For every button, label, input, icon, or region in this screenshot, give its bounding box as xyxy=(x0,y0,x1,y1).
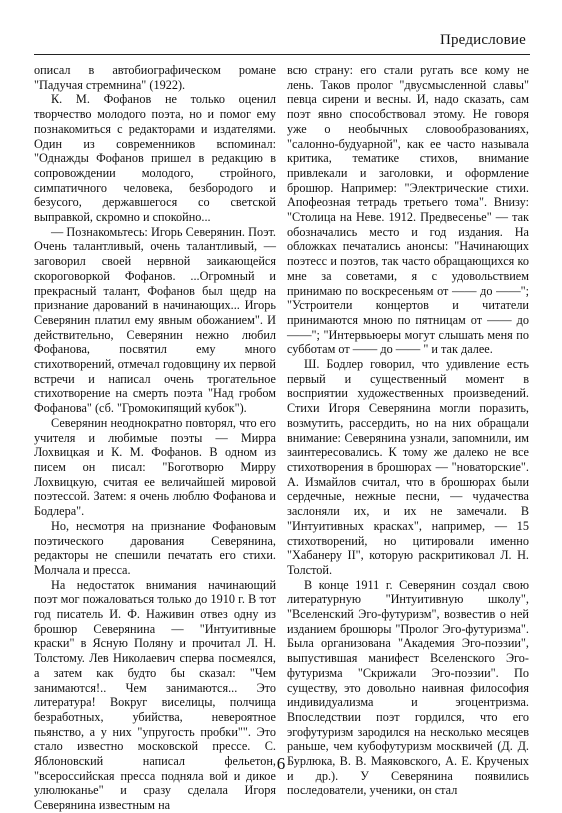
paragraph: К. М. Фофанов не только оценил творчество молодого поэта, но и помог ему познакомиться с редакторами и издателями. Один из современников вспоминал: "Однажды Фофанов пришел в редакцию в сопровождении молодого, стройного, симпатичного человека, безбородого и безусого, державшегося со светской выправкой, скромно и спокойно... xyxy=(34,92,276,225)
running-header-title: Предисловие xyxy=(439,32,526,48)
paragraph: На недостаток внимания начинающий поэт мог пожаловаться только до 1910 г. В тот год писатель И. Ф. Наживин отвез одну из брошюр Северянина — "Интуитивные краски" в Ясную Поляну и прочитал Л. Н. Толстому. Лев Николаевич сперва посмеялся, а затем как будто бы сказал: "Чем занимаются!.. Чем занимаются... Это литература! Вокруг виселицы, полчища безработных, убийства, невероятное пьянство, а у них "упругость пробки"". Это стало известно московской прессе. С. Яблоновский написал фельетон, "всероссийская пресса подняла вой и дикое улюлюканье" и сразу сделала Игоря Северянина известным на xyxy=(34,577,276,813)
page-number: 6 xyxy=(276,754,286,773)
paragraph: всю страну: его стали ругать все кому не лень. Таков пролог "двусмысленной славы" певца сирени и весны. И, надо сказать, сам поэт явно способствовал этому. Не говоря уже о необычных словообразованиях, "салонно-будуарной", как ее часто называла критика, тематике стихов, внимание привлекали и заголовки, и оформление брошюр. Например: "Электрические стихи. Апофеозная тетрадь третьего тома". Внизу: "Столица на Неве. 1912. Предвесенье" — так обозначались место и год издания. На обложках печатались анонсы: "Начинающих поэтесс и поэтов, так часто обращающихся ко мне за советами, я с удовольствием принимаю по воскресеньям от —— до ——"; "Устроители концертов и читатели принимаются мною по пятницам от —— до ——"; "Интервьюеры могут слышать меня по субботам от —— до —— " и так далее. xyxy=(287,63,529,357)
running-header xyxy=(34,30,530,55)
paragraph: Но, несмотря на признание Фофановым поэтического дарования Северянина, редакторы не спешили печатать его стихи. Молчала и пресса. xyxy=(34,518,276,577)
paragraph: — Познакомьтесь: Игорь Северянин. Поэт. Очень талантливый, очень талантливый, — заговорил своей нервной заикающейся скороговоркой Фофанов. ...Огромный и прекрасный талант, Фофанов был щедр на признание дарований в начинающих... Игорь Северянин платил ему явным обожанием". И действительно, Северянин нежно любил Фофанова, посвятил ему много стихотворений, отмечал годовщину их первой встречи и написал очень трогательное стихотворение на смерть поэта "Над гробом Фофанова" (сб. "Громокипящий кубок"). xyxy=(34,224,276,416)
left-column xyxy=(34,63,276,813)
right-column xyxy=(287,63,529,798)
paragraph: Северянин неоднократно повторял, что его учителя и любимые поэты — Мирра Лохвицкая и К. М. Фофанов. В одном из писем он писал: "Боготворю Мирру Лохвицкую, считая ее величайшей мировой поэтессой. Затем: я очень люблю Фофанова и Бодлера". xyxy=(34,415,276,519)
paragraph: описал в автобиографическом романе "Падучая стремнина" (1922). xyxy=(34,63,276,92)
paragraph: Ш. Бодлер говорил, что удивление есть первый и существенный момент в восприятии художественных произведений. Стихи Игоря Северянина могли поразить, возмутить, рассердить, но на них обращали внимание: Северянина узнали, запомнили, им заинтересовались. К тому же далеко не все стихотворения в брошюрах — "новаторские". А. Измайлов считал, что в брошюрах были сердечные, нежные песни, — чудачества заслоняли их, и их не замечали. В "Интуитивных красках", например, — 15 стихотворений, но цитировали именно "Хабанеру II", которую раскритиковал Л. Н. Толстой. xyxy=(287,357,529,577)
paragraph: В конце 1911 г. Северянин создал свою литературную "Интуитивную школу", "Вселенский Эго-футуризм", возвестив о ней изданием брошюры "Пролог Эго-футуризма". Была организована "Академия Эго-поэзии", выпустившая манифест Вселенского Эго-футуризма "Скрижали Эго-поэзии". По существу, это довольно наивная философия индивидуализма и эгоцентризма. Впоследствии поэт гордился, что его эгофутуризм зародился на несколько месяцев раньше, чем кубофутуризм москвичей (Д. Д. Бурлюка, В. В. Маяковского, А. Е. Крученых и др.). У Северянина появились последователи, ученики, он стал xyxy=(287,577,529,798)
